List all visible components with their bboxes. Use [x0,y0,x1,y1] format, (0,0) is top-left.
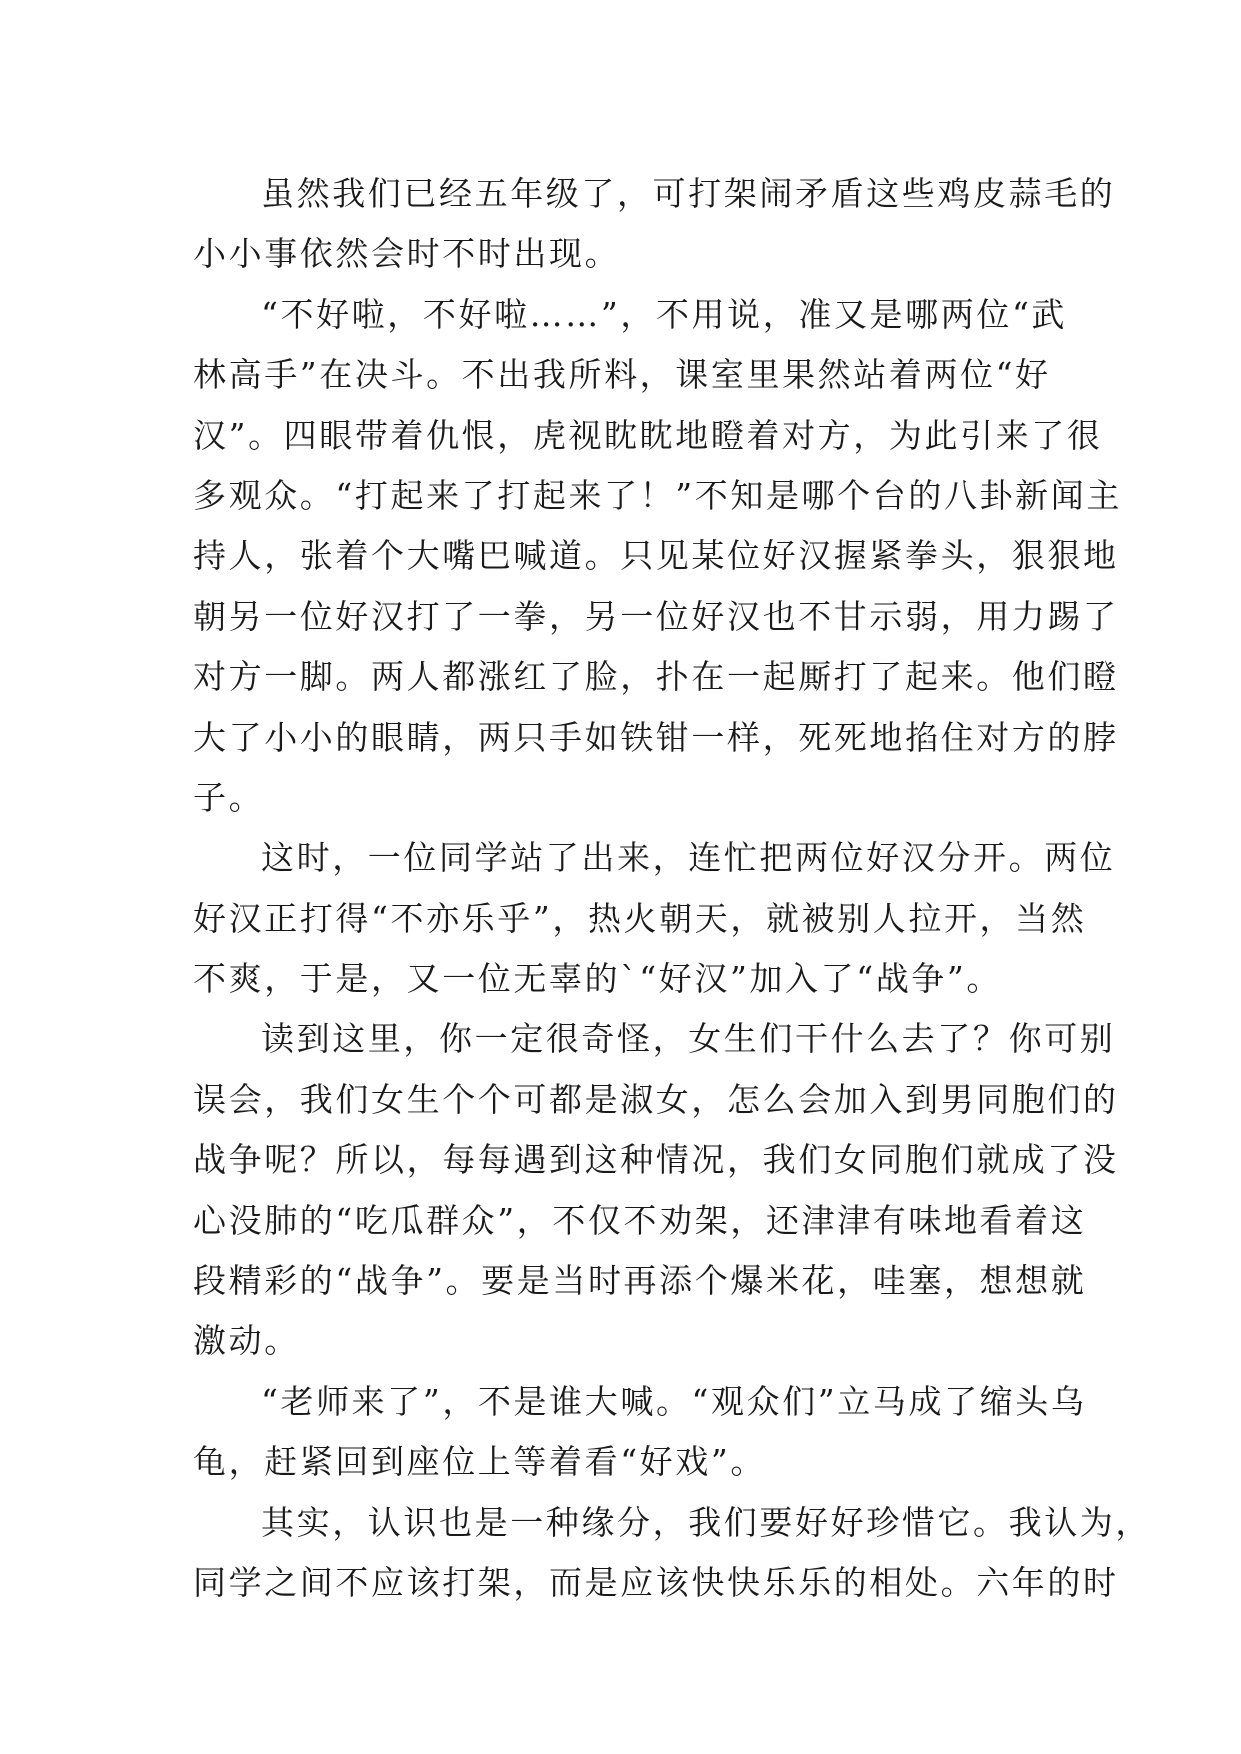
text-line: 其实，认识也是一种缘分，我们要好好珍惜它。我认为， [261,1502,1151,1542]
text-line: 朝另一位好汉打了一拳，另一位好汉也不甘示弱，用力踢了 [193,596,1119,636]
text-line: 龟，赶紧回到座位上等着看“好戏”。 [193,1442,766,1482]
paragraph-3 [193,828,1116,1009]
text-line: 好汉正打得“不亦乐乎”，热火朝天，就被别人拉开，当然 [193,898,1087,938]
paragraph-6 [193,1493,1151,1614]
text-line: 大了小小的眼睛，两只手如铁钳一样，死死地掐住对方的脖 [193,717,1119,757]
text-line: 段精彩的“战争”。要是当时再添个爆米花，哇塞，想想就 [193,1261,1087,1301]
text-line: 汉”。四眼带着仇恨，虎视眈眈地瞪着对方，为此引来了很 [193,415,1103,455]
text-line: 激动。 [193,1321,300,1361]
text-line: 小小事依然会时不时出现。 [193,234,621,274]
paragraph-5 [193,1372,1087,1493]
text-line: 读到这里，你一定很奇怪，女生们干什么去了？你可别 [261,1019,1116,1059]
text-line: 子。 [193,777,265,817]
text-line: 误会，我们女生个个可都是淑女，怎么会加入到男同胞们的 [193,1079,1119,1119]
text-line: 这时，一位同学站了出来，连忙把两位好汉分开。两位 [261,838,1116,878]
text-line: 不爽，于是，又一位无辜的`“好汉”加入了“战争”。 [193,959,1002,999]
text-line: “老师来了”，不是谁大喊。“观众们”立马成了缩头乌 [261,1381,1087,1421]
text-line: “不好啦，不好啦……”，不用说，准又是哪两位“武 [261,294,1068,334]
paragraph-4 [193,1009,1119,1371]
text-line: 战争呢？所以，每每遇到这种情况，我们女同胞们就成了没 [193,1140,1119,1180]
essay-body [193,164,1151,1613]
text-line: 多观众。“打起来了打起来了！”不知是哪个台的八卦新闻主 [193,475,1122,515]
paragraph-2 [193,285,1122,829]
text-line: 持人，张着个大嘴巴喊道。只见某位好汉握紧拳头，狠狠地 [193,536,1119,576]
paragraph-1 [193,164,1116,285]
text-line: 对方一脚。两人都涨红了脸，扑在一起厮打了起来。他们瞪 [193,657,1119,697]
text-line: 同学之间不应该打架，而是应该快快乐乐的相处。六年的时 [193,1562,1119,1602]
text-line: 心没肺的“吃瓜群众”，不仅不劝架，还津津有味地看着这 [193,1200,1087,1240]
text-line: 林高手”在决斗。不出我所料，课室里果然站着两位“好 [193,355,1051,395]
text-line: 虽然我们已经五年级了，可打架闹矛盾这些鸡皮蒜毛的 [261,174,1116,213]
